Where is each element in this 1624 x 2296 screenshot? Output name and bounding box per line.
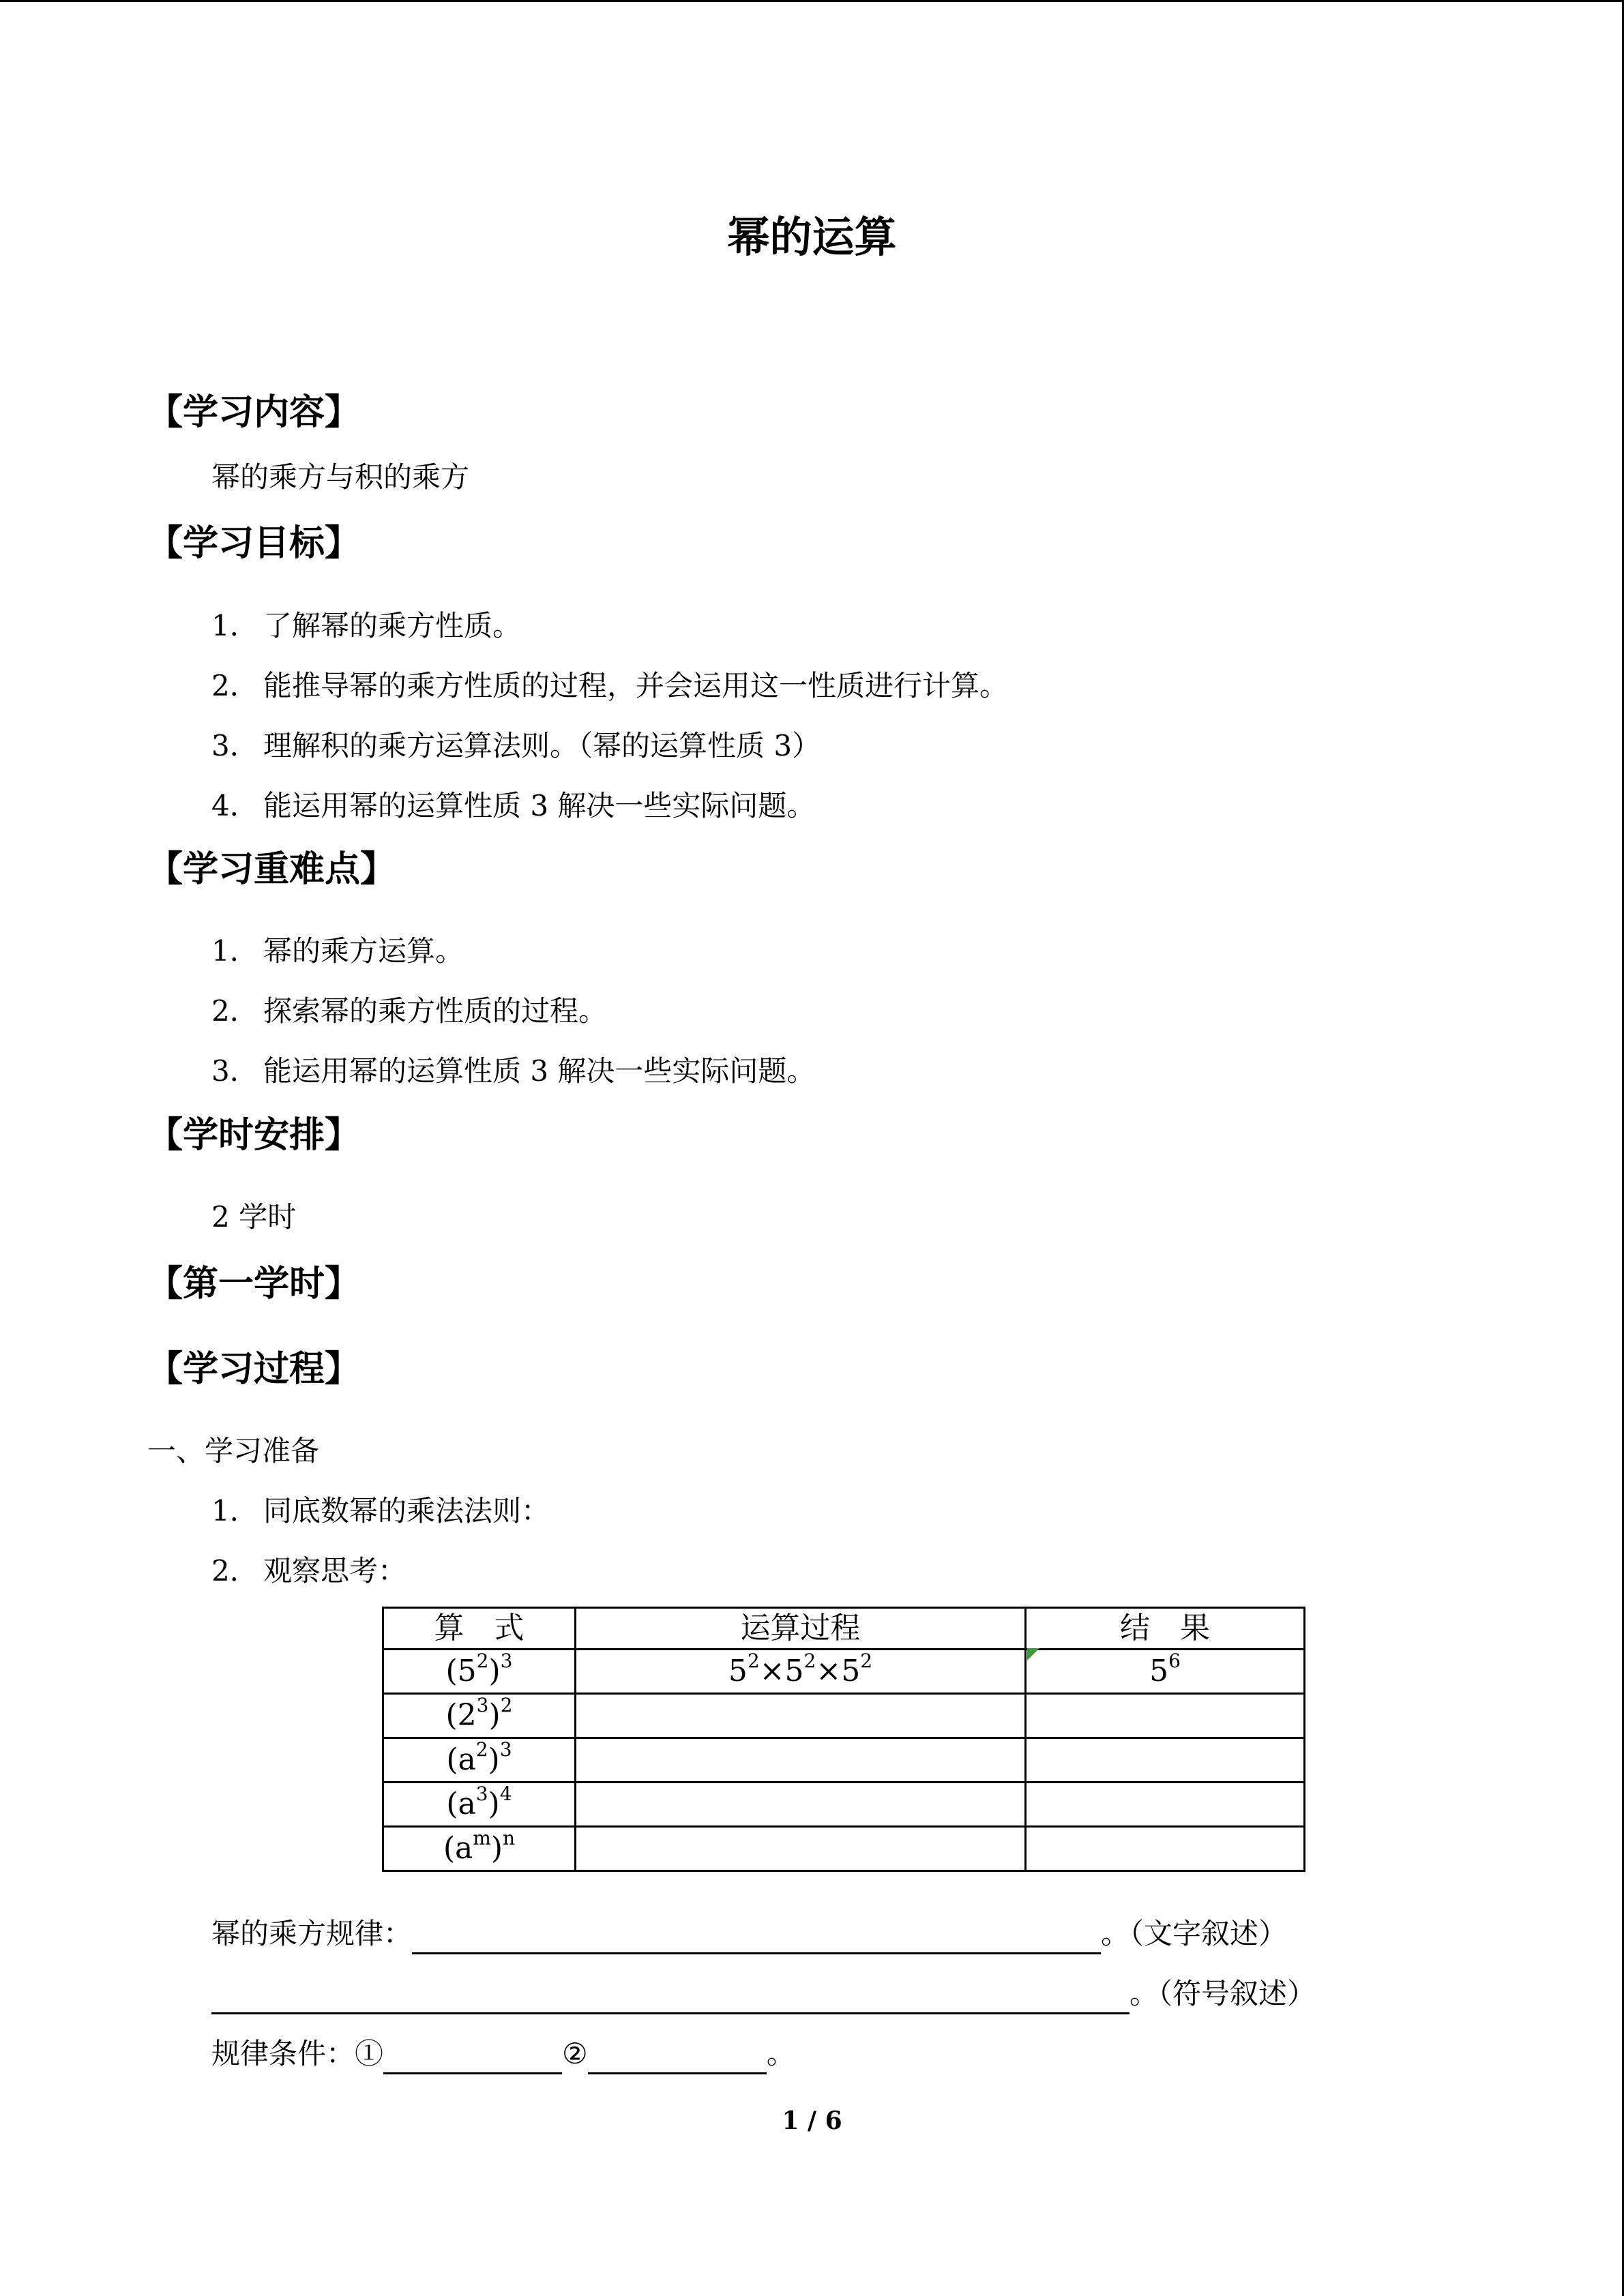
key-point-item: 3． 能运用幂的运算性质 3 解决一些实际问题。 [211, 1054, 816, 1088]
process-cell-empty[interactable] [575, 1738, 1025, 1783]
result-cell-empty[interactable] [1026, 1783, 1305, 1827]
goal-item: 1． 了解幂的乘方性质。 [211, 609, 522, 642]
condition-marker-1: ① [355, 2037, 384, 2070]
rule-text-blank[interactable] [412, 1918, 1101, 1954]
table-row [383, 1827, 1305, 1871]
heading-schedule: 【学时安排】 [147, 1115, 361, 1156]
result-cell-empty[interactable] [1026, 1738, 1305, 1783]
expression-cell: $(a^3)^4$ [383, 1783, 576, 1827]
table-header: 算 式 [383, 1608, 576, 1650]
rule-symbol-suffix: 。（符号叙述） [1130, 1977, 1316, 2010]
expression-cell: $(5^2)^3$ [383, 1650, 576, 1694]
cell-comment-marker [1027, 1648, 1039, 1660]
expression-cell: $(a^2)^3$ [383, 1738, 576, 1783]
expression-cell: $(2^3)^2$ [383, 1694, 576, 1738]
rule-symbol-blank[interactable] [211, 1978, 1130, 2014]
goal-item: 2． 能推导幂的乘方性质的过程，并会运用这一性质进行计算。 [211, 669, 1009, 702]
condition-blank-1[interactable] [383, 2038, 562, 2074]
process-cell: $5^2\times 5^2\times 5^2$ [575, 1650, 1025, 1694]
table-row [383, 1650, 1305, 1694]
result-cell-empty[interactable] [1026, 1694, 1305, 1738]
rule-text-suffix: 。（文字叙述） [1101, 1917, 1288, 1950]
result-cell: $5^6$ [1026, 1650, 1305, 1694]
table-header: 运算过程 [575, 1608, 1025, 1650]
key-point-item: 2． 探索幂的乘方性质的过程。 [211, 994, 608, 1028]
page-top-border [0, 0, 1624, 2]
page-number: 1 / 6 [782, 2106, 842, 2135]
table-header-row [383, 1608, 1305, 1650]
process-cell-empty[interactable] [575, 1783, 1025, 1827]
goal-item: 4． 能运用幂的运算性质 3 解决一些实际问题。 [211, 789, 816, 822]
key-point-item: 1． 幂的乘方运算。 [211, 934, 464, 968]
conditions-label: 规律条件： [211, 2037, 355, 2070]
process-cell-empty[interactable] [575, 1694, 1025, 1738]
heading-process: 【学习过程】 [147, 1349, 361, 1390]
heading-content: 【学习内容】 [147, 392, 361, 433]
schedule-text: 2 学时 [211, 1200, 297, 1234]
condition-blank-2[interactable] [588, 2038, 767, 2074]
rule-symbol-line [211, 1973, 1316, 2014]
condition-marker-2: ② [562, 2037, 588, 2070]
goal-item: 3． 理解积的乘方运算法则。（幂的运算性质 3） [211, 729, 821, 762]
table-row [383, 1738, 1305, 1783]
rule-label: 幂的乘方规律： [211, 1917, 413, 1950]
power-table [382, 1607, 1305, 1872]
rule-text-line [211, 1913, 1287, 1954]
expression-cell: $(a^m)^n$ [383, 1827, 576, 1871]
prep-title: 一、学习准备 [147, 1434, 320, 1467]
page-title: 幂的运算 [727, 212, 897, 262]
process-cell-empty[interactable] [575, 1827, 1025, 1871]
table-row [383, 1783, 1305, 1827]
result-cell-empty[interactable] [1026, 1827, 1305, 1871]
prep-item: 2． 观察思考： [211, 1554, 407, 1587]
table-header: 结 果 [1026, 1608, 1305, 1650]
table-row [383, 1694, 1305, 1738]
conditions-end: 。 [766, 2037, 795, 2070]
heading-first-period: 【第一学时】 [147, 1264, 361, 1304]
heading-goals: 【学习目标】 [147, 523, 361, 564]
heading-key-points: 【学习重难点】 [147, 849, 396, 890]
rule-conditions-line [211, 2033, 795, 2074]
prep-item: 1． 同底数幂的乘法法则： [211, 1494, 550, 1527]
content-text: 幂的乘方与积的乘方 [211, 460, 470, 494]
